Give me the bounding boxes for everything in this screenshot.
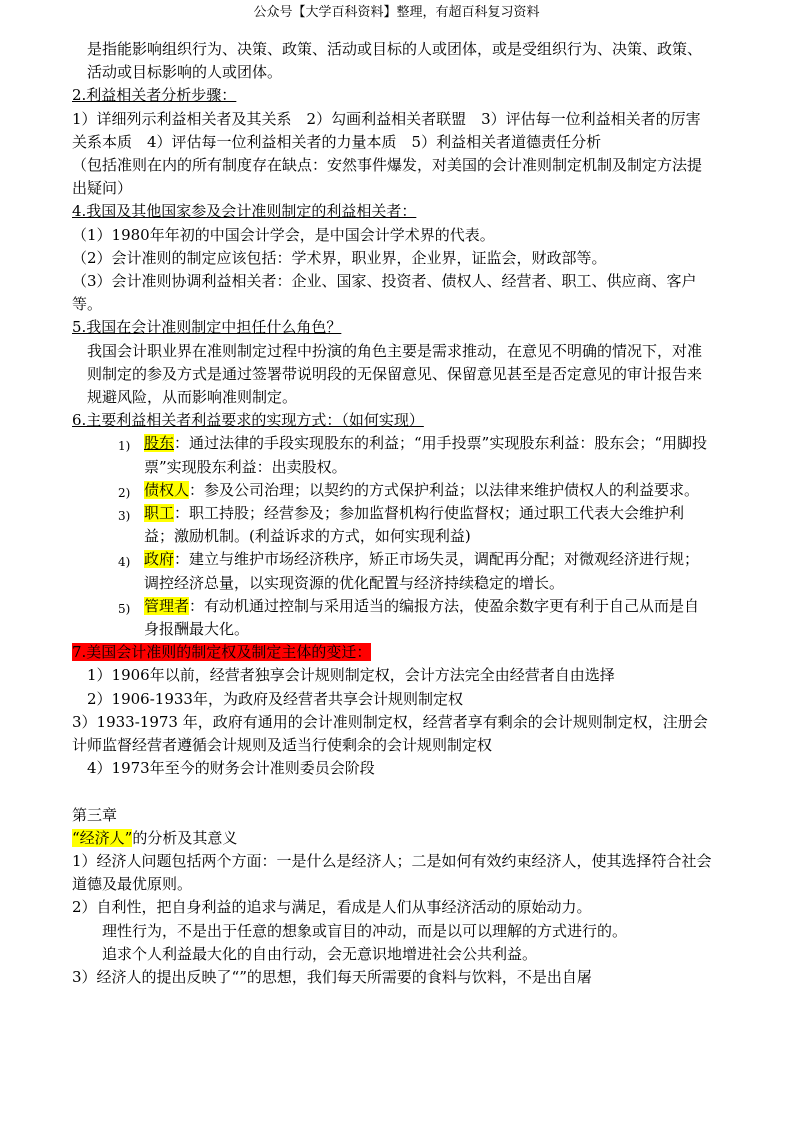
list-item [72,595,712,641]
stakeholder-text: ：职工持股；经营参及；参加监督机构行使监督权；通过职工代表大会维护利益；激励机制。(利益诉求的方式，如何实现利益) [144,504,685,546]
list-item [72,479,712,502]
section-7-title: 7.美国会计准则的制定权及制定主体的变迁： [72,643,372,662]
section-2-body: 1）详细列示利益相关者及其关系 2）勾画利益相关者联盟 3）评估每一位利益相关者的厉害关系本质 4）评估每一位利益相关者的力量本质 5）利益相关者道德责任分析 [72,109,701,151]
stakeholder-label: 管理者 [144,596,190,615]
stakeholder-label: 政府 [144,550,175,569]
stakeholder-list [72,432,712,641]
chapter-paragraph: 2）自利性，把自身利益的追求与满足，看成是人们从事经济活动的原始动力。 [72,898,592,917]
list-item [72,548,712,594]
stakeholder-text: ：参及公司治理；以契约的方式保护利益；以法律来维护债权人的利益要求。 [189,480,700,499]
chapter-paragraph: 1）经济人问题包括两个方面：一是什么是经济人；二是如何有效约束经济人，使其选择符合社会道德及最优原则。 [72,851,712,894]
section-7-item: 1）1906年以前，经营者独享会计规则制定权，会计方法完全由经营者自由选择 [87,666,615,685]
list-number: 5) [118,601,131,616]
document-body [72,38,712,989]
stakeholder-text: ：通过法律的手段实现股东的利益；“用手投票”实现股东利益：股东会；“用脚投票”实现股东利益：出卖股权。 [144,434,708,476]
chapter-paragraph: 理性行为，不是出于任意的想象或盲目的冲动，而是以可以理解的方式进行的。 [102,921,628,940]
section-7-item: 4）1973年至今的财务会计准则委员会阶段 [87,759,375,778]
section-4-item: （3）会计准则协调利益相关者：企业、国家、投资者、债权人、经营者、职工、供应商、客户等。 [72,272,697,314]
list-number: 3) [118,509,131,524]
stakeholder-label: 职工 [144,504,175,523]
section-4-item: （2）会计准则的制定应该包括：学术界，职业界，企业界，证监会，财政部等。 [72,248,607,267]
list-number: 2) [118,485,131,500]
chapter-paragraph: 3）经济人的提出反映了“”的思想，我们每天所需要的食料与饮料，不是出自屠 [72,967,592,986]
list-number: 4) [118,555,131,570]
section-2-title: 2.利益相关者分析步骤： [72,86,237,105]
intro-paragraph: 是指能影响组织行为、决策、政策、活动或目标的人或团体，或是受组织行为、决策、政策、活动或目标影响的人或团体。 [87,40,703,82]
chapter-heading-rest: 的分析及其意义 [132,828,238,847]
section-7-item: 2）1906-1933年，为政府及经营者共享会计规则制定权 [87,689,463,708]
section-4-item: （1）1980年年初的中国会计学会，是中国会计学术界的代表。 [72,225,495,244]
chapter-paragraph: 追求个人利益最大化的自由行动，会无意识地增进社会公共利益。 [102,944,538,963]
list-number: 1) [118,439,131,454]
chapter-heading-highlight: “经济人” [72,828,133,847]
stakeholder-label: 债权人 [144,480,190,499]
list-item [72,502,712,548]
section-7-item: 3）1933-1973 年，政府有通用的会计准则制定权，经营者享有剩余的会计规则制定权，注册会计师监督经营者遵循会计规则及适当行使剩余的会计规则制定权 [72,712,708,755]
section-5-body: 我国会计职业界在准则制定过程中扮演的角色主要是需求推动，在意见不明确的情况下，对准则制定的参及方式是通过签署带说明段的无保留意见、保留意见甚至是否定意见的审计报告来规避风险，从而影响准则制定。 [87,341,703,407]
section-2-note: （包括准则在内的所有制度存在缺点：安然事件爆发，对美国的会计准则制定机制及制定方法提出疑问） [72,156,703,198]
chapter-title: 第三章 [72,805,118,824]
stakeholder-text: ：有动机通过控制与采用适当的编报方法，使盈余数字更有利于自己从而是自身报酬最大化。 [144,596,700,639]
section-5-title: 5.我国在会计准则制定中担任什么角色？ [72,318,342,337]
stakeholder-label: 股东 [144,434,175,453]
stakeholder-text: ：建立与维护市场经济秩序，矫正市场失灵，调配再分配；对微观经济进行规；调控经济总量，以实现资源的优化配置与经济持续稳定的增长。 [144,550,700,592]
list-item [72,432,712,478]
page-header: 公众号【大学百科资料】整理，有超百科复习资料 [253,5,540,20]
section-6-title: 6.主要利益相关者利益要求的实现方式：（如何实现） [72,411,424,430]
section-4-title: 4.我国及其他国家参及会计准则制定的利益相关者： [72,202,417,221]
